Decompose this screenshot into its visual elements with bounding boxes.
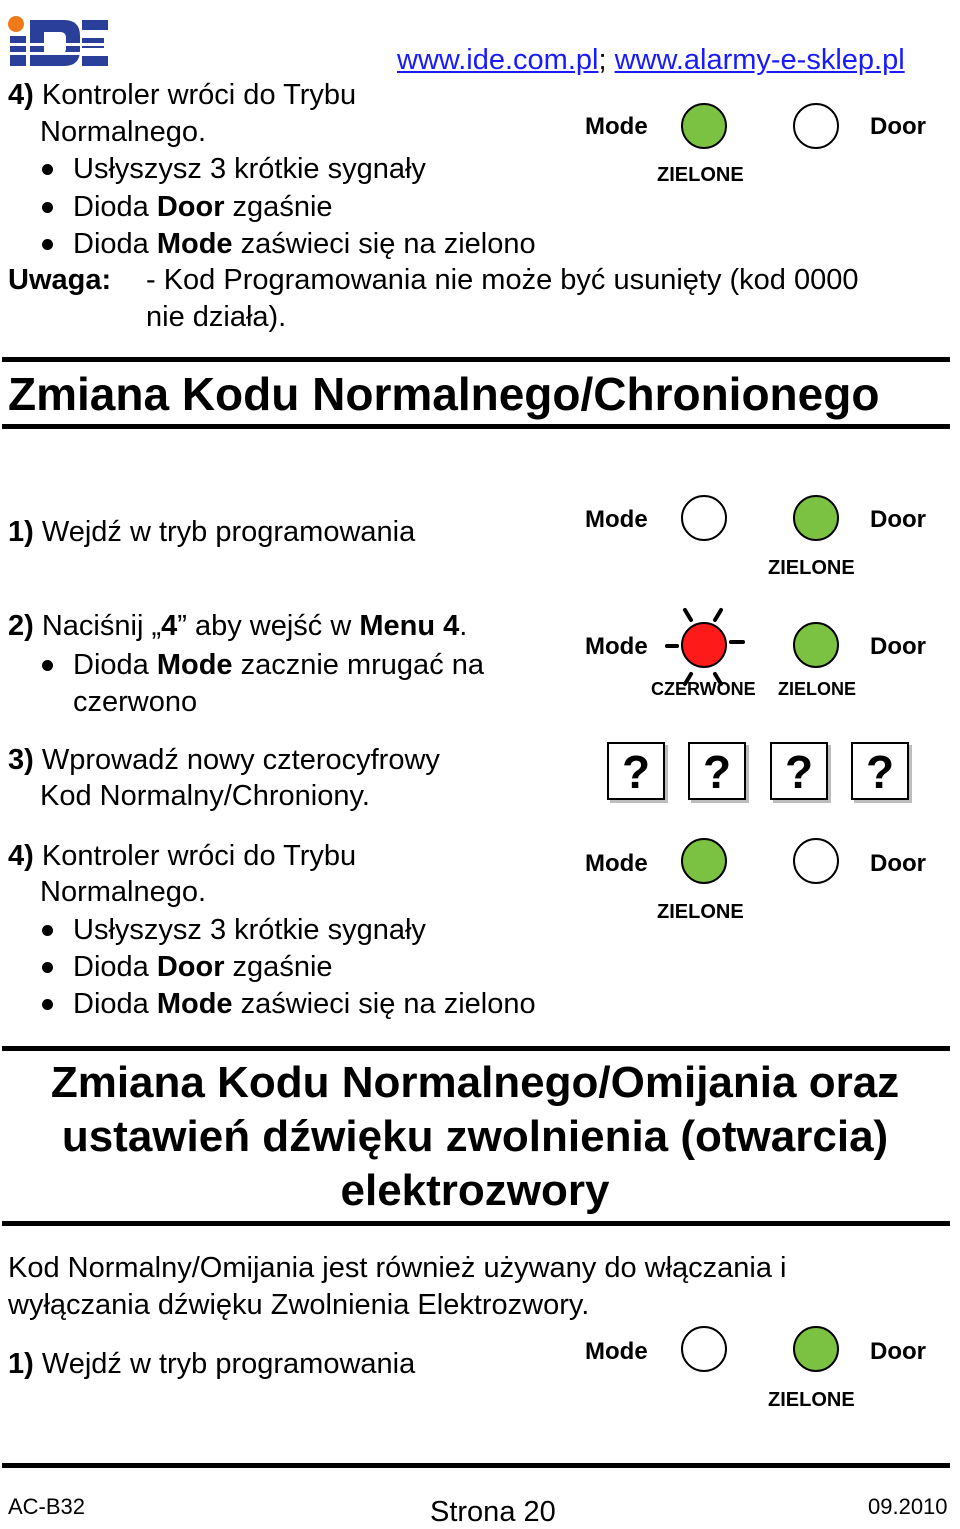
bullet [42, 999, 53, 1010]
digit-box: ? [851, 742, 909, 800]
door-led-off [793, 103, 839, 149]
logo [6, 14, 110, 68]
s1-step4-bullet1: Usłyszysz 3 krótkie sygnały [73, 914, 426, 946]
step-number: 4) [8, 79, 34, 111]
s1-step4-line1: 4) Kontroler wróci do Trybu [8, 840, 357, 872]
door-label: Door [870, 113, 926, 140]
section2-title-line3: elektrozwory [340, 1166, 610, 1215]
door-led-green [793, 1326, 839, 1372]
led-caption-green: ZIELONE [778, 679, 857, 699]
divider [2, 424, 950, 429]
divider [2, 1046, 950, 1051]
digit-box: ? [770, 742, 828, 800]
s1-step1: 1) Wejdź w tryb programowania [8, 516, 416, 548]
door-label: Door [870, 1338, 926, 1365]
mode-label: Mode [585, 1338, 648, 1365]
s1-step3-line1: 3) Wprowadź nowy czterocyfrowy [8, 744, 440, 776]
bullet [42, 962, 53, 973]
header-links [397, 42, 905, 78]
led-caption: ZIELONE [657, 164, 744, 186]
s1-step2: 2) Naciśnij „4” aby wejść w Menu 4. [8, 610, 468, 642]
s1-step4-bullet2: Dioda Door zgaśnie [73, 951, 333, 983]
top-step4-line2: Normalnego. [40, 116, 207, 148]
led-caption-red: CZERWONE [651, 679, 756, 699]
bullet [42, 164, 53, 175]
bullet [42, 239, 53, 250]
section2-title-line2: ustawień dźwięku zwolnienia (otwarcia) [61, 1112, 889, 1161]
bullet [42, 202, 53, 213]
footer-code: AC-B32 [8, 1494, 86, 1519]
top-bullet2: Dioda Door zgaśnie [73, 191, 333, 223]
mode-label: Mode [585, 633, 648, 660]
mode-label: Mode [585, 506, 648, 533]
uwaga-label: Uwaga: [8, 264, 112, 296]
s2-step1: 1) Wejdź w tryb programowania [8, 1348, 416, 1380]
s1-step4-line2: Normalnego. [40, 876, 207, 908]
mode-led-off [681, 495, 727, 541]
led-caption: ZIELONE [657, 901, 744, 923]
s1-step2-bullet-line2: czerwono [73, 686, 198, 718]
led-caption: ZIELONE [768, 557, 855, 579]
s1-step4-bullet3: Dioda Mode zaświeci się na zielono [73, 988, 536, 1020]
digit-box: ? [607, 742, 665, 800]
door-led-off [793, 838, 839, 884]
mode-led-green [681, 838, 727, 884]
bullet [42, 660, 53, 671]
door-label: Door [870, 506, 926, 533]
uwaga-line1: - Kod Programowania nie może być usunięty (kod 0000 [146, 264, 859, 296]
bullet [42, 925, 53, 936]
mode-label: Mode [585, 113, 648, 140]
divider [2, 357, 950, 362]
s1-step2-bullet: Dioda Mode zacznie mrugać na [73, 649, 485, 681]
link-separator: ; [598, 44, 607, 76]
footer-divider [2, 1463, 950, 1468]
footer-date: 09.2010 [868, 1494, 948, 1519]
mode-led-green [681, 103, 727, 149]
section1-title: Zmiana Kodu Normalnego/Chronionego [8, 368, 880, 420]
s1-step3-line2: Kod Normalny/Chroniony. [40, 780, 370, 812]
ide-link[interactable]: www.ide.com.pl [397, 44, 599, 76]
top-bullet1: Usłyszysz 3 krótkie sygnały [73, 153, 426, 185]
footer-page: Strona 20 [430, 1496, 556, 1528]
top-step4-line1 [8, 77, 356, 113]
ide-logo-icon [6, 14, 110, 68]
uwaga-line2: nie działa). [146, 301, 287, 333]
led-caption: ZIELONE [768, 1389, 855, 1411]
mode-led-off [681, 1326, 727, 1372]
door-led-green [793, 622, 839, 668]
section2-intro-line1: Kod Normalny/Omijania jest również używany do włączania i [8, 1252, 787, 1284]
alarmy-link[interactable]: www.alarmy-e-sklep.pl [614, 44, 905, 76]
door-label: Door [870, 633, 926, 660]
mode-label: Mode [585, 850, 648, 877]
digit-box: ? [688, 742, 746, 800]
step-text: Kontroler wróci do Trybu [33, 79, 357, 111]
door-label: Door [870, 850, 926, 877]
top-bullet3: Dioda Mode zaświeci się na zielono [73, 228, 536, 260]
divider [2, 1221, 950, 1226]
section2-intro-line2: wyłączania dźwięku Zwolnienia Elektrozwory. [8, 1289, 590, 1321]
door-led-green [793, 495, 839, 541]
mode-led-red-blinking [681, 622, 727, 668]
section2-title-line1: Zmiana Kodu Normalnego/Omijania oraz [50, 1058, 900, 1107]
